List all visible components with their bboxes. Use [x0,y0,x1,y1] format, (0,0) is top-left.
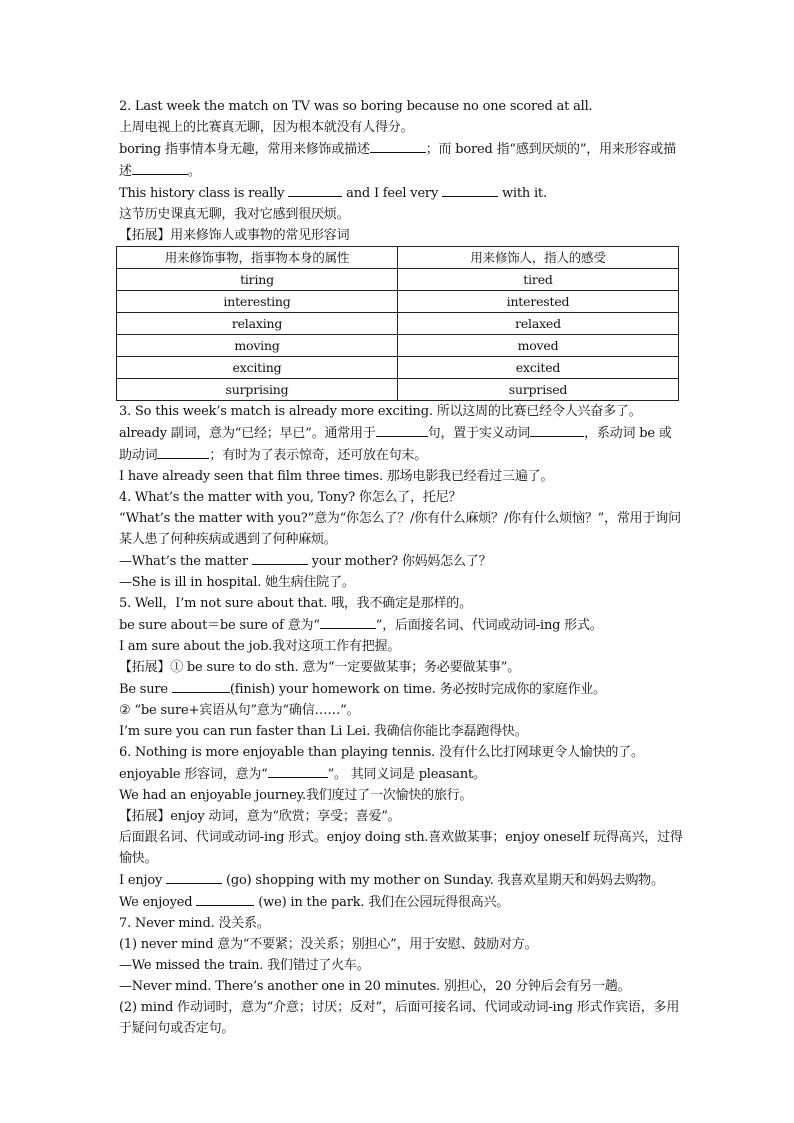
sentence-6-example: We had an enjoyable journey.我们度过了一次愉快的旅行。 [119,788,473,803]
blank [268,763,328,778]
table-cell: tiring [117,269,398,291]
table-cell: excited [398,357,679,379]
adjective-table [116,246,679,401]
blank [442,182,498,197]
blank [196,891,254,906]
sentence-5-extension-2-example: I’m sure you can run faster than Li Lei. 我确信你能比李磊跑得快。 [119,724,528,739]
sentence-6-extension-2: 后面跟名词、代词或动词-ing 形式。enjoy doing sth.喜欢做某事；enjoy oneself 玩得高兴，过得愉快。 [119,830,683,866]
extension-heading: 【拓展】用来修饰人或事物的常见形容词 [119,228,350,243]
sentence-3: 3. So this week’s match is already more exciting. 所以这周的比赛已经令人兴奋多了。 [119,404,642,419]
table-row [117,269,679,291]
table-row [117,379,679,401]
sentence-5-extension-2: ② “be sure+宾语从句”意为“确信……”。 [119,703,360,718]
table-cell: surprising [117,379,398,401]
sentence-6-note: enjoyable 形容词，意为“ ”。 其同义词是 pleasant。 [119,763,684,785]
table-cell: interested [398,291,679,313]
sentence-7-point-2: (2) mind 作动词时，意为“介意；讨厌；反对”，后面可接名词、代词或动词-ing 形式作宾语，多用于疑问句或否定句。 [119,1000,680,1036]
table-header-row [117,247,679,269]
sentence-4-note: “What’s the matter with you?”意为“你怎么了？/你有什么麻烦？/你有什么烦恼？”，常用于询问某人患了何种疾病或遇到了何种麻烦。 [119,511,681,547]
sentence-5: 5. Well，I’m not sure about that. 哦，我不确定是那样的。 [119,596,472,611]
table-cell: moving [117,335,398,357]
sentence-4-example-1: —What’s the matter your mother? 你妈妈怎么了？ [119,550,684,572]
table-cell: interesting [117,291,398,313]
table-row [117,291,679,313]
sentence-4: 4. What’s the matter with you, Tony? 你怎么了，托尼？ [119,490,462,505]
blank [132,160,188,175]
history-translation: 这节历史课真无聊，我对它感到很厌烦。 [119,207,350,222]
blank [288,182,342,197]
sentence-4-example-2: —She is ill in hospital. 她生病住院了。 [119,575,355,590]
sentence-6: 6. Nothing is more enjoyable than playing tennis. 没有什么比打网球更令人愉快的了。 [119,745,644,760]
table-row [117,335,679,357]
document-content [119,96,684,1039]
sentence-5-extension: 【拓展】① be sure to do sth. 意为“一定要做某事；务必要做某事”。 [119,660,521,675]
table-cell: relaxed [398,313,679,335]
sentence-5-example: I am sure about the job.我对这项工作有把握。 [119,639,401,654]
sentence-6-example-2: I enjoy (go) shopping with my mother on Sunday. 我喜欢星期天和妈妈去购物。 [119,869,684,891]
table-cell: tired [398,269,679,291]
sentence-7-example-2: —Never mind. There’s another one in 20 minutes. 别担心，20 分钟后会有另一趟。 [119,979,631,994]
sentence-2: 2. Last week the match on TV was so boring because no one scored at all. [119,99,593,114]
sentence-7-example-1: —We missed the train. 我们错过了火车。 [119,958,370,973]
blank [530,422,584,437]
sentence-5-extension-example: Be sure (finish) your homework on time. 务必按时完成你的家庭作业。 [119,678,684,700]
blank [172,678,230,693]
sentence-6-example-3: We enjoyed (we) in the park. 我们在公园玩得很高兴。 [119,891,684,913]
table-cell: relaxing [117,313,398,335]
blank [166,869,222,884]
boring-explanation: boring 指事情本身无趣，常用来修饰或描述 ；而 bored 指“感到厌烦的”，用来形容或描述 。 [119,138,684,182]
blank [376,422,428,437]
sentence-5-note: be sure about＝be sure of 意为“ ”，后面接名词、代词或动词-ing 形式。 [119,614,684,636]
already-example: I have already seen that film three times. 那场电影我已经看过三遍了。 [119,469,554,484]
blank [157,444,209,459]
table-row [117,313,679,335]
table-header: 用来修饰事物，指事物本身的属性 [117,247,398,269]
blank [370,138,426,153]
blank [252,550,308,565]
table-row [117,357,679,379]
sentence-7-point-1: (1) never mind 意为“不要紧；没关系；别担心”，用于安慰、鼓励对方。 [119,937,538,952]
table-cell: surprised [398,379,679,401]
sentence-7: 7. Never mind. 没关系。 [119,916,270,931]
history-exercise: This history class is really and I feel very with it. [119,182,684,204]
sentence-2-translation: 上周电视上的比赛真无聊，因为根本就没有人得分。 [119,120,414,135]
blank [320,614,376,629]
table-header: 用来修饰人，指人的感受 [398,247,679,269]
table-cell: moved [398,335,679,357]
already-explanation: already 副词，意为“已经；早已”。通常用于 句，置于实义动词 ，系动词 be 或助动词 ；有时为了表示惊奇，还可放在句末。 [119,422,684,466]
sentence-6-extension: 【拓展】enjoy 动词，意为“欣赏；享受；喜爱”。 [119,809,401,824]
table-cell: exciting [117,357,398,379]
